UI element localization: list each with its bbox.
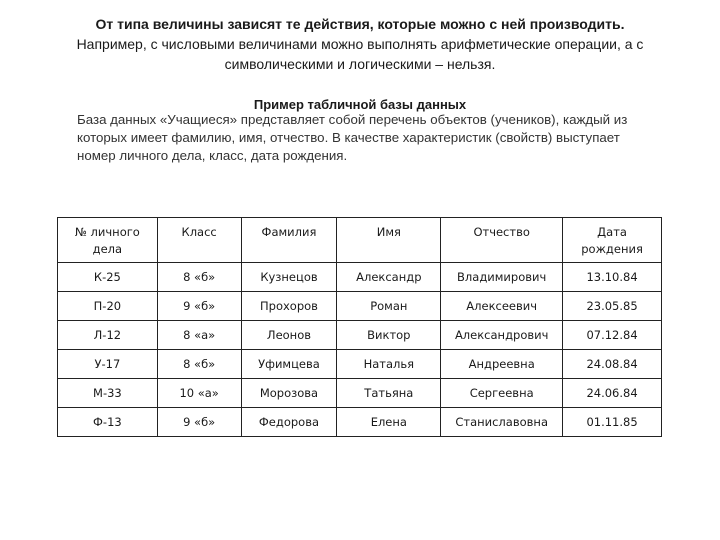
intro-bold-line: От типа величины зависят те действия, которые можно с ней производить. xyxy=(95,16,625,32)
cell-birth-date: 13.10.84 xyxy=(563,263,662,292)
table-row xyxy=(58,263,662,292)
cell-surname: Леонов xyxy=(241,321,337,350)
cell-class: 9 «б» xyxy=(157,292,241,321)
cell-record-number: П-20 xyxy=(58,292,158,321)
table-header-row xyxy=(58,218,662,263)
cell-name: Татьяна xyxy=(337,379,441,408)
header-class: Класс xyxy=(157,218,241,263)
cell-birth-date: 01.11.85 xyxy=(563,408,662,437)
cell-surname: Кузнецов xyxy=(241,263,337,292)
header-patronymic: Отчество xyxy=(441,218,563,263)
cell-patronymic: Александрович xyxy=(441,321,563,350)
header-surname: Фамилия xyxy=(241,218,337,263)
cell-birth-date: 07.12.84 xyxy=(563,321,662,350)
table-row xyxy=(58,379,662,408)
table-row xyxy=(58,350,662,379)
intro-line-3: символическими и логическими – нельзя. xyxy=(224,56,496,72)
header-birth-date: Дата рождения xyxy=(563,218,662,263)
cell-surname: Уфимцева xyxy=(241,350,337,379)
header-name: Имя xyxy=(337,218,441,263)
cell-class: 8 «б» xyxy=(157,263,241,292)
cell-name: Виктор xyxy=(337,321,441,350)
cell-surname: Морозова xyxy=(241,379,337,408)
cell-patronymic: Андреевна xyxy=(441,350,563,379)
cell-class: 9 «б» xyxy=(157,408,241,437)
cell-record-number: Ф-13 xyxy=(58,408,158,437)
cell-record-number: Л-12 xyxy=(58,321,158,350)
cell-name: Александр xyxy=(337,263,441,292)
cell-surname: Федорова xyxy=(241,408,337,437)
cell-class: 10 «а» xyxy=(157,379,241,408)
cell-record-number: К-25 xyxy=(58,263,158,292)
header-record-number: № личного дела xyxy=(58,218,158,263)
cell-patronymic: Алексеевич xyxy=(441,292,563,321)
intro-paragraph xyxy=(60,14,660,74)
example-description: База данных «Учащиеся» представляет собой перечень объектов (учеников), каждый из которых имеет фамилию, имя, отчество. В качестве характеристик (свойств) выступает номер личного дела, класс, дата рождения. xyxy=(77,112,628,163)
students-table xyxy=(57,217,662,437)
cell-patronymic: Владимирович xyxy=(441,263,563,292)
cell-patronymic: Сергеевна xyxy=(441,379,563,408)
intro-line-2: Например, с числовыми величинами можно выполнять арифметические операции, а с xyxy=(76,36,644,52)
example-title: Пример табличной базы данных xyxy=(253,97,467,112)
cell-patronymic: Станиславовна xyxy=(441,408,563,437)
table-row xyxy=(58,292,662,321)
cell-name: Роман xyxy=(337,292,441,321)
cell-birth-date: 24.08.84 xyxy=(563,350,662,379)
table-row xyxy=(58,408,662,437)
table-row xyxy=(58,321,662,350)
cell-birth-date: 24.06.84 xyxy=(563,379,662,408)
cell-class: 8 «б» xyxy=(157,350,241,379)
cell-birth-date: 23.05.85 xyxy=(563,292,662,321)
cell-name: Наталья xyxy=(337,350,441,379)
cell-name: Елена xyxy=(337,408,441,437)
cell-record-number: У-17 xyxy=(58,350,158,379)
cell-record-number: М-33 xyxy=(58,379,158,408)
cell-class: 8 «а» xyxy=(157,321,241,350)
cell-surname: Прохоров xyxy=(241,292,337,321)
